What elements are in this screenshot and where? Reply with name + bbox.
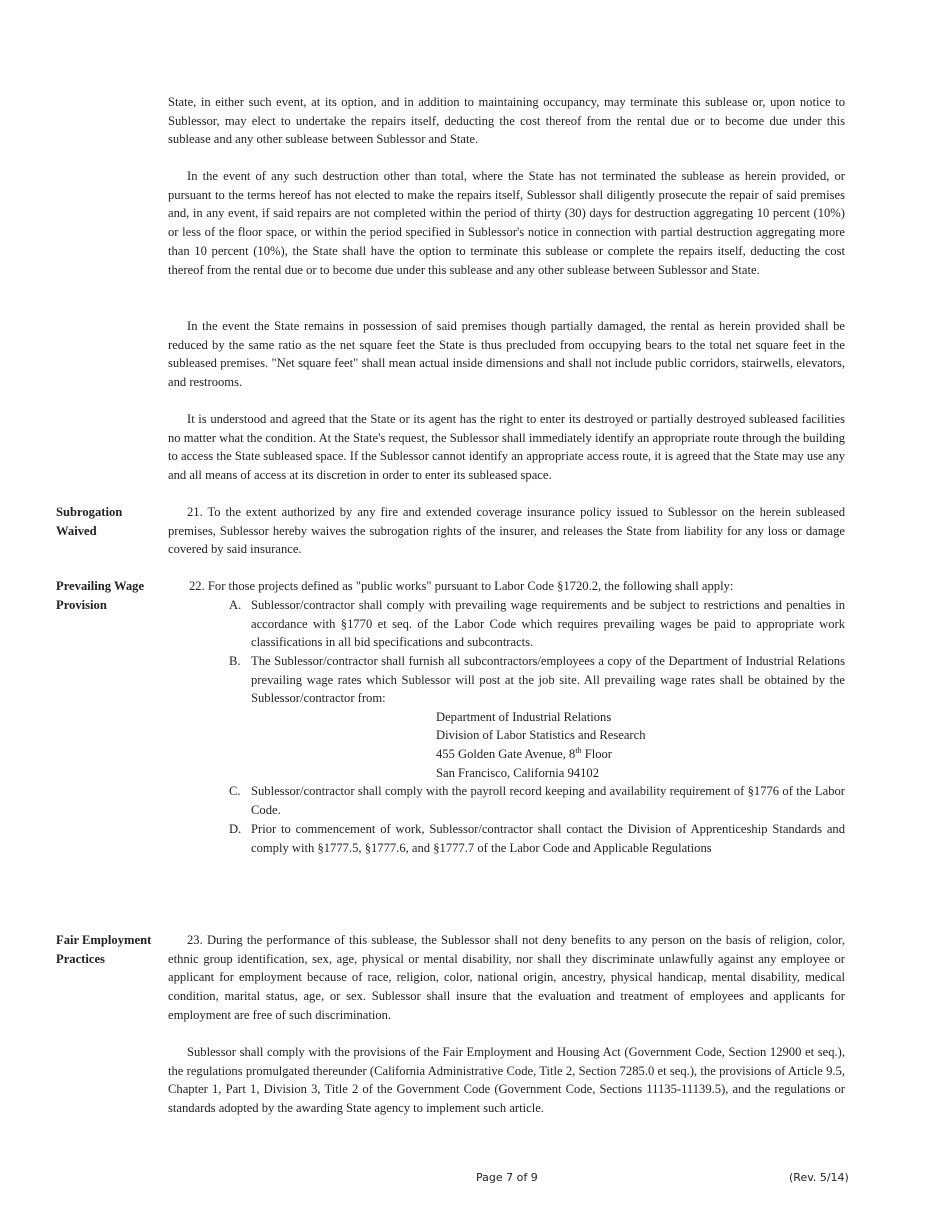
heading-line: Practices <box>56 951 105 966</box>
address-line-3 <box>436 745 612 764</box>
paragraph-text: State, in either such event, at its option, and in addition to maintaining occupancy, may terminate this sublease or, upon notice to Sublessor, may elect to undertake the repairs itself, deducting the cost thereof from the rental due or to become due under this sublease and any other sublease between Sublessor and State. <box>168 95 845 147</box>
section-22-intro <box>168 577 845 596</box>
list-item-b <box>229 652 845 708</box>
paragraph-partial-destruction <box>168 167 845 279</box>
section-23-text-1: 23. During the performance of this sublease, the Sublessor shall not deny benefits to any person on the basis of religion, color, ethnic group identification, sex, age, physical or mental disability, nor shall they discriminate unlawfully against any employee or applicant for employment because of race, religion, color, national origin, ancestry, physical handicap, mental disability, medical condition, marital status, age, or sex. Sublessor shall insure that the evaluation and treatment of employees and applicants for employment are free of such discrimination. <box>168 933 845 1022</box>
revision-label: (Rev. 5/14) <box>789 1171 849 1184</box>
paragraph-text: It is understood and agreed that the State or its agent has the right to enter its destroyed or partially destroyed subleased facilities no matter what the condition. At the State's request, the Sublessor shall immediately identify an appropriate route through the building to access the State subleased space. If the Sublessor cannot identify an appropriate access route, it is agreed that the State may use any and all means of access at its discretion in order to enter its subleased space. <box>168 412 845 483</box>
list-marker: B. <box>229 654 241 668</box>
heading-line: Subrogation <box>56 505 123 519</box>
address-line-2: Division of Labor Statistics and Research <box>436 728 646 742</box>
list-item-text: The Sublessor/contractor shall furnish all subcontractors/employees a copy of the Department of Industrial Relations prevailing wage rates which Sublessor will post at the job site. All prevailing wage rates shall be obtained by the Sublessor/contractor from: <box>251 654 845 706</box>
list-marker: D. <box>229 822 242 836</box>
list-item-c <box>229 782 845 819</box>
section-21-text: 21. To the extent authorized by any fire and extended coverage insurance policy issued to Sublessor on the herein subleased premises, Sublessor hereby waives the subrogation rights of the insurer, and releases the State from liability for any loss or damage covered by said insurance. <box>168 505 845 557</box>
list-marker: C. <box>229 784 241 798</box>
address-line-1: Department of Industrial Relations <box>436 710 612 724</box>
list-item-text: Prior to commencement of work, Sublessor/contractor shall contact the Division of Apprenticeship Standards and comply with §1777.5, §1777.6, and §1777.7 of the Labor Code and Applicable Regulations <box>251 822 845 855</box>
section-21-body <box>168 503 845 559</box>
list-item-a <box>229 596 845 652</box>
paragraph-possession <box>168 317 845 392</box>
list-marker: A. <box>229 598 242 612</box>
heading-line: Provision <box>56 597 107 612</box>
address-street: 455 Golden Gate Avenue, 8 <box>436 747 576 761</box>
paragraph-text: In the event the State remains in possession of said premises though partially damaged, the rental as herein provided shall be reduced by the same ratio as the net square feet the State is thus precluded from occupying bears to the total net square feet in the subleased premises. "Net square feet" shall mean actual inside dimensions and shall not include public corridors, stairwells, elevators, and restrooms. <box>168 319 845 390</box>
section-22-heading <box>56 577 168 614</box>
heading-line: Waived <box>56 523 97 538</box>
section-22-intro-text: 22. For those projects defined as "public works" pursuant to Labor Code §1720.2, the following shall apply: <box>189 579 734 593</box>
address-ordinal: th <box>575 745 582 755</box>
paragraph-access <box>168 410 845 485</box>
section-23-body-2 <box>168 1043 845 1118</box>
section-23-body <box>168 931 845 1025</box>
heading-line: Fair Employment <box>56 933 152 947</box>
section-23-text-2: Sublessor shall comply with the provisions of the Fair Employment and Housing Act (Government Code, Section 12900 et seq.), the regulations promulgated thereunder (California Administrative Code, Title 2, Section 7285.0 et seq.), the provisions of Article 9.5, Chapter 1, Part 1, Division 3, Title 2 of the Government Code (Government Code, Sections 11135-11139.5), and the regulations or standards adopted by the awarding State agency to implement such article. <box>168 1045 845 1116</box>
page-number: Page 7 of 9 <box>476 1171 538 1184</box>
address-line-4: San Francisco, California 94102 <box>436 766 599 780</box>
list-item-d <box>229 820 845 857</box>
list-item-text: Sublessor/contractor shall comply with prevailing wage requirements and be subject to restrictions and penalties in accordance with §1770 et seq. of the Labor Code which requires prevailing wages be paid to appropriate work classifications in all bid specifications and subcontracts. <box>251 598 845 650</box>
paragraph-continuation <box>168 93 845 149</box>
list-item-text: Sublessor/contractor shall comply with the payroll record keeping and availability requirement of §1776 of the Labor Code. <box>251 784 845 817</box>
heading-line: Prevailing Wage <box>56 579 145 593</box>
paragraph-text: In the event of any such destruction other than total, where the State has not terminated the sublease as herein provided, or pursuant to the terms hereof has not elected to make the repairs itself, Sublessor shall diligently prosecute the repair of said premises and, in any event, if said repairs are not completed within the period of thirty (30) days for destruction aggregating 10 percent (10%) or less of the floor space, or within the period specified in Sublessor's notice in connection with partial destruction aggregating more than 10 percent (10%), the State shall have the option to terminate this sublease or complete the repairs itself, deducting the cost thereof from the rental due or to become due under this sublease and any other sublease between Sublessor and State. <box>168 169 845 277</box>
section-21-heading <box>56 503 168 540</box>
section-23-heading <box>56 931 168 968</box>
address-floor: Floor <box>581 747 612 761</box>
